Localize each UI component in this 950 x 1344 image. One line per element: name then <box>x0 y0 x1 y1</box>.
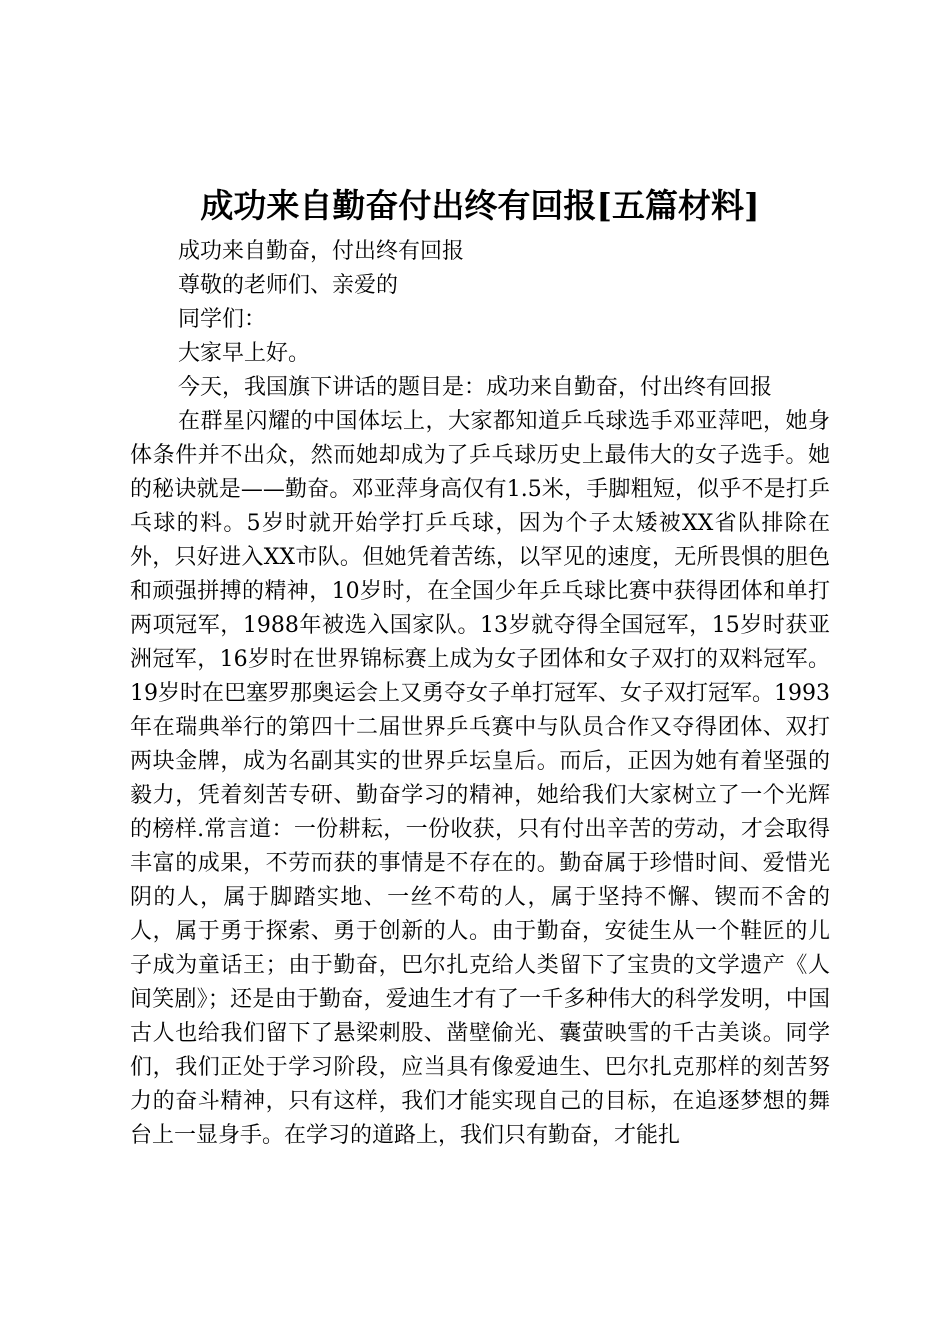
paragraph-salutation: 尊敬的老师们、亲爱的 <box>178 273 399 298</box>
paragraph-subtitle: 成功来自勤奋，付出终有回报 <box>178 239 465 264</box>
document-title: 成功来自勤奋付出终有回报[五篇材料] <box>200 186 760 225</box>
paragraph-salutation-cont: 同学们： <box>178 307 267 332</box>
paragraph-topic: 今天，我国旗下讲话的题目是：成功来自勤奋，付出终有回报 <box>178 375 773 400</box>
paragraph-main-body: 在群星闪耀的中国体坛上，大家都知道乒乓球选手邓亚萍吧，她身体条件并不出众，然而她却成为了乒乓球历史上最伟大的女子选手。她的秘诀就是——勤奋。邓亚萍身高仅有1.5米，手脚粗短，似乎不是打乒乓球的料。5岁时就开始学打乒乓球，因为个子太矮被XX省队排除在外，只好进入XX市队。但她凭着苦练，以罕见的速度，无所畏惧的胆色和顽强拼搏的精神，10岁时，在全国少年乒乓球比赛中获得团体和单打两项冠军，1988年被选入国家队。13岁就夺得全国冠军，15岁时获亚洲冠军，16岁时在世界锦标赛上成为女子团体和女子双打的双料冠军。19岁时在巴塞罗那奥运会上又勇夺女子单打冠军、女子双打冠军。1993年在瑞典举行的第四十二届世界乒乓赛中与队员合作又夺得团体、双打两块金牌，成为名副其实的世界乒坛皇后。而后，正因为她有着坚强的毅力，凭着刻苦专研、勤奋学习的精神，她给我们大家树立了一个光辉的榜样.常言道：一份耕耘，一份收获，只有付出辛苦的劳动，才会取得丰富的成果，不劳而获的事情是不存在的。勤奋属于珍惜时间、爱惜光阴的人，属于脚踏实地、一丝不苟的人，属于坚持不懈、锲而不舍的人，属于勇于探索、勇于创新的人。由于勤奋，安徒生从一个鞋匠的儿子成为童话王；由于勤奋，巴尔扎克给人类留下了宝贵的文学遗产《人间笑剧》；还是由于勤奋，爱迪生才有了一千多种伟大的科学发明，中国古人也给我们留下了悬梁刺股、凿壁偷光、囊萤映雪的千古美谈。同学们，我们正处于学习阶段，应当具有像爱迪生、巴尔扎克那样的刻苦努力的奋斗精神，只有这样，我们才能实现自己的目标，在追逐梦想的舞台上一显身手。在学习的道路上，我们只有勤奋，才能扎 <box>130 409 830 1148</box>
paragraph-greeting: 大家早上好。 <box>178 341 311 366</box>
document-body <box>130 235 830 1153</box>
